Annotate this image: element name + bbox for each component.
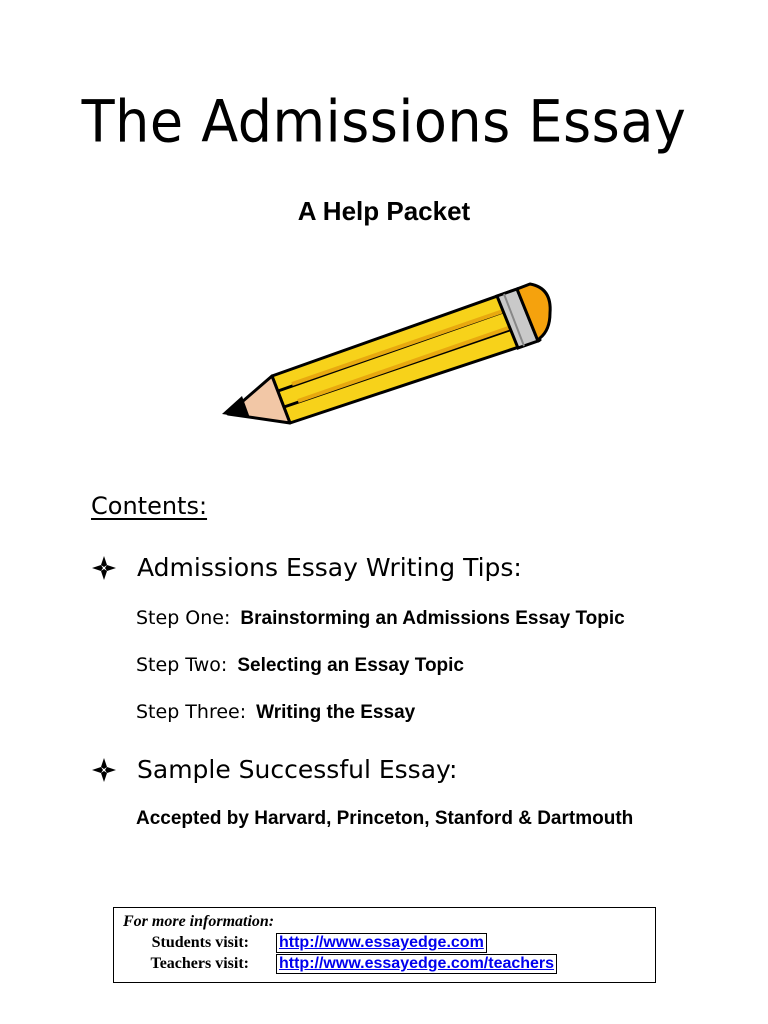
accepted-schools: Accepted by Harvard, Princeton, Stanford & Dartmouth — [136, 808, 634, 829]
step-text: Selecting an Essay Topic — [237, 655, 465, 676]
section-sample-essay — [91, 755, 457, 784]
teachers-row — [114, 954, 557, 974]
info-box — [113, 907, 656, 983]
step-label: Step One: — [136, 607, 231, 629]
step-three — [136, 701, 415, 724]
diamond-bullet-icon — [91, 555, 117, 581]
contents-heading: Contents: — [91, 492, 208, 520]
students-row — [114, 933, 487, 953]
step-label: Step Three: — [136, 701, 247, 723]
step-text: Writing the Essay — [256, 702, 416, 723]
info-lead: For more information: — [123, 913, 275, 930]
step-text: Brainstorming an Admissions Essay Topic — [240, 608, 625, 629]
step-label: Step Two: — [136, 654, 228, 676]
teachers-link[interactable]: http://www.essayedge.com/teachers — [276, 954, 557, 974]
students-link[interactable]: http://www.essayedge.com — [276, 933, 487, 953]
step-two — [136, 654, 464, 677]
step-one — [136, 607, 625, 630]
section-title: Sample Successful Essay: — [137, 755, 458, 784]
section-title: Admissions Essay Writing Tips: — [137, 553, 522, 582]
section-writing-tips — [91, 553, 522, 582]
students-label: Students visit: — [151, 934, 249, 951]
document-title: The Admissions Essay — [81, 87, 687, 156]
document-subtitle: A Help Packet — [297, 196, 471, 226]
diamond-bullet-icon — [91, 757, 117, 783]
teachers-label: Teachers visit: — [150, 955, 249, 972]
pencil-icon — [212, 268, 562, 428]
